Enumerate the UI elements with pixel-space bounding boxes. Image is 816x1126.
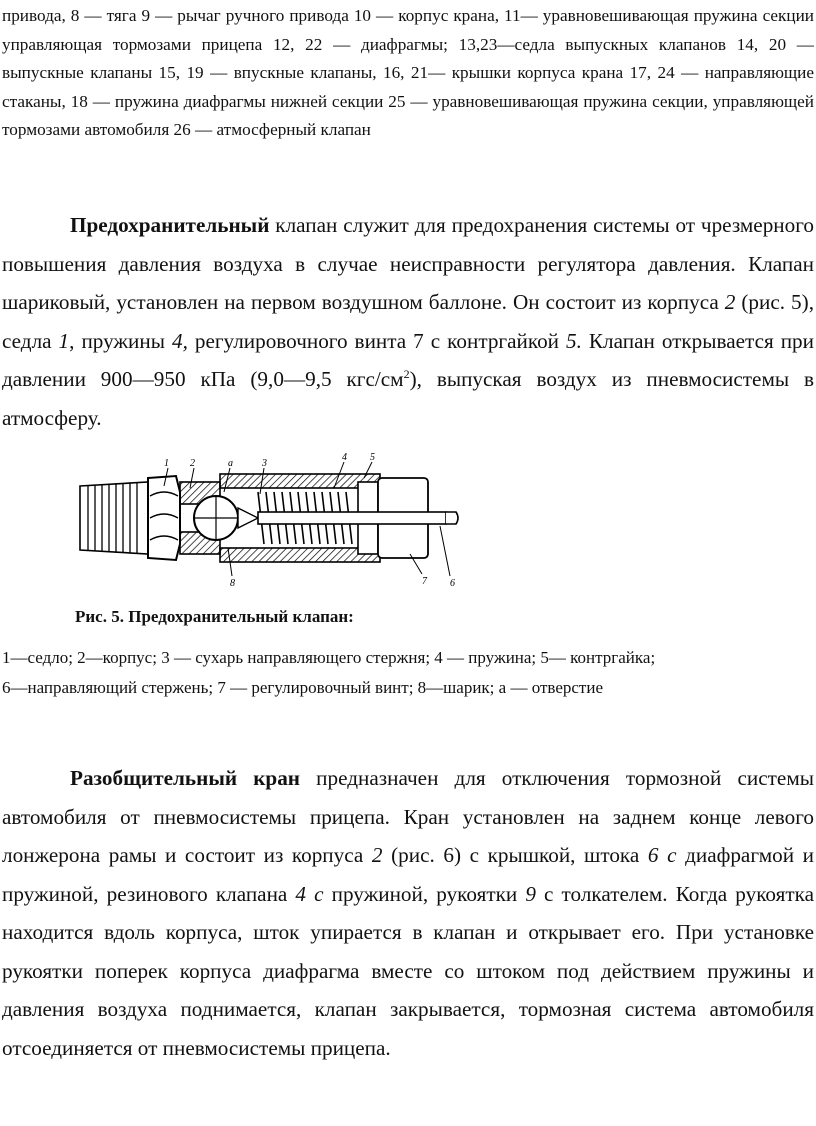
guide-rod xyxy=(258,512,458,524)
ball xyxy=(194,496,238,540)
callout-7: 7 xyxy=(422,576,427,587)
plunger-tip xyxy=(238,508,258,528)
callout-2: 2 xyxy=(190,458,195,469)
callout-4: 4 xyxy=(342,452,347,463)
callout-1: 1 xyxy=(164,458,169,469)
callout-5: 5 xyxy=(370,452,375,463)
callout-a: а xyxy=(228,458,233,469)
safety-valve-term: Предохранительный xyxy=(70,213,270,237)
disconnect-valve-term: Разобщительный кран xyxy=(70,766,301,790)
disconnect-valve-paragraph: Разобщительный кран предназначен для отключения тормозной системы автомобиля от пневмосистемы прицепа. Кран установлен на заднем конце левого лонжерона рамы и состоит из корпуса 2 (рис. 6) с крышкой, штока 6 с диафрагмой и пружиной, резинового клапана 4 с пружиной, рукоятки 9 с толкателем. Когда рукоятка находится вдоль корпуса, шток упирается в клапан и открывает его. При установке рукоятки поперек корпуса диафрагма вместе со штоком под действием пружины и давления воздуха поднимается, клапан закрывается, тормозная система автомобиля отсоединяется от пневмосистемы прицепа. xyxy=(2,766,815,1060)
safety-valve-paragraph: Предохранительный клапан служит для предохранения системы от чрезмерного повышения давления воздуха в случае неисправности регулятора давления. Клапан шариковый, установлен на первом воздушном баллоне. Он состоит из корпуса 2 (рис. 5), седла 1, пружины 4, регулировочного винта 7 с контргайкой 5. Клапан открывается при давлении 900—950 кПа (9,0—9,5 кгс/$см^2$), выпуская воздух из пневмосистемы в атмосферу. xyxy=(2,213,815,430)
callout-3: 3 xyxy=(262,458,267,469)
figure-legend xyxy=(2,643,814,703)
legend-line-1: 1—седло; 2—корпус; 3 — сухарь направляющего стержня; 4 — пружина; 5— контргайка; xyxy=(2,648,656,667)
inlet-fitting xyxy=(80,482,148,554)
intro-paragraph: привода, 8 — тяга 9 — рычаг ручного привода 10 — корпус крана, 11— уравновешивающая пружина секции управляющая тормозами прицепа 12, 22 — диафрагмы; 13,23—седла выпускных клапанов 14, 20 — выпускные клапаны 15, 19 — впускные клапаны, 16, 21— крышки корпуса крана 17, 24 — направляющие стаканы, 18 — пружина диафрагмы нижней секции 25 — уравновешивающая пружина секции, управляющей тормозами автомобиля 26 — атмосферный клапан xyxy=(2,6,814,140)
callout-6: 6 xyxy=(450,578,455,588)
legend-line-2: 6—направляющий стержень; 7 — регулировочный винт; 8—шарик; а — отверстие xyxy=(2,678,603,697)
figure-caption: Рис. 5. Предохранительный клапан: xyxy=(75,607,354,626)
valve-hex xyxy=(148,476,180,560)
safety-valve-diagram xyxy=(68,448,478,588)
callout-8: 8 xyxy=(230,578,235,588)
